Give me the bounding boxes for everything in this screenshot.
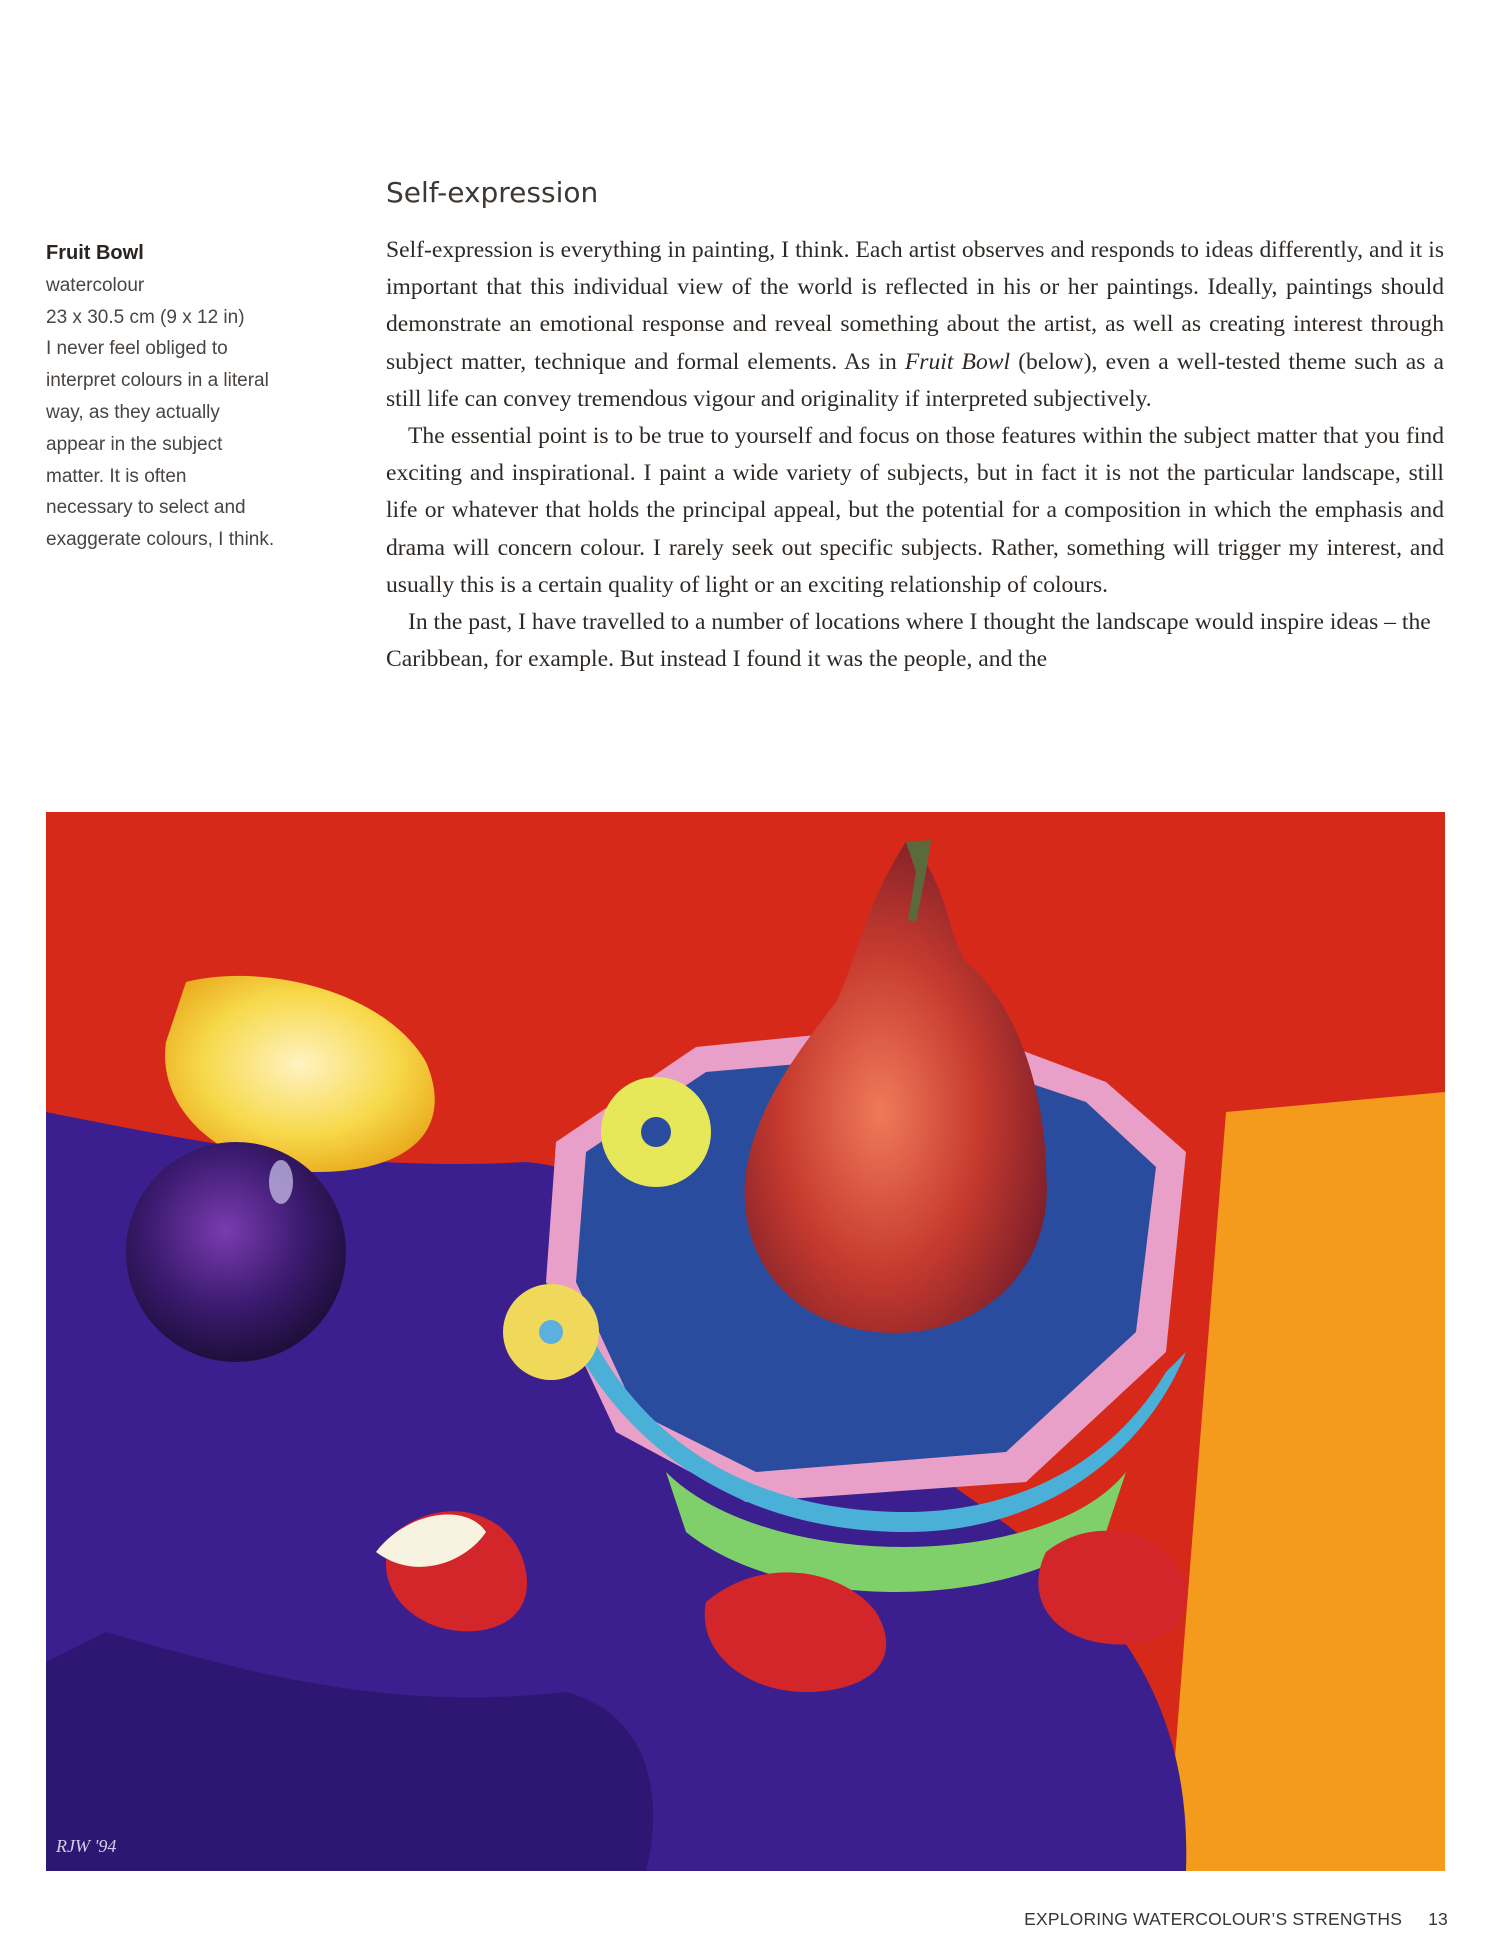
paragraph-2: The essential point is to be true to yourself and focus on those features within the subject matter that you find exciting and inspirational. I paint a wide variety of subjects, but in fact it is not the particular landscape, still life or whatever that holds the principal appeal, but the potential for a composition in which the emphasis and drama will concern colour. I rarely seek out specific subjects. Rather, something will trigger my interest, and usually this is a certain quality of light or an exciting relationship of colours.: [386, 423, 1444, 598]
artist-signature: RJW '94: [56, 1836, 117, 1856]
plum: [126, 1142, 346, 1362]
paragraph-3: In the past, I have travelled to a number of locations where I thought the landscape would inspire ideas – the Caribbean, for example. But instead I found it was the people, and the: [386, 609, 1431, 673]
caption-line: necessary to select and: [46, 497, 246, 519]
page-number: 13: [1428, 1909, 1448, 1929]
caption-line: 23 x 30.5 cm (9 x 12 in): [46, 306, 245, 328]
figure-caption: [46, 238, 306, 556]
paragraph-1-text: Self-expression is everything in painting, I think. Each artist observes and responds to ideas differently, and it is important that this individual view of the world is reflected in his or her paintings. Ideally, paintings should demonstrate an emotional response and reveal something about the artist, as well as creating interest through subject matter, technique and formal elements. As in: [386, 237, 1444, 375]
body-text: [386, 232, 1444, 678]
paragraph-1-text-end: (below), even a well-tested theme such as a still life can convey tremendous vigour and originality if interpreted subjectively.: [386, 348, 1444, 412]
caption-line: way, as they actually: [46, 401, 220, 423]
fruit-bowl-painting: [46, 812, 1445, 1871]
section-heading: Self-expression: [386, 176, 599, 209]
page-footer: [1024, 1909, 1448, 1930]
caption-line: interpret colours in a literal: [46, 370, 269, 392]
artwork-title-reference: Fruit Bowl: [904, 348, 1011, 375]
running-title: EXPLORING WATERCOLOUR’S STRENGTHS: [1024, 1909, 1403, 1929]
caption-line: appear in the subject: [46, 433, 223, 455]
caption-title: Fruit Bowl: [46, 242, 144, 264]
caption-line: matter. It is often: [46, 465, 187, 487]
caption-line: watercolour: [46, 274, 145, 296]
caption-line: I never feel obliged to: [46, 338, 228, 360]
paragraph-1: [386, 232, 1444, 418]
caption-line: exaggerate colours, I think.: [46, 529, 275, 551]
